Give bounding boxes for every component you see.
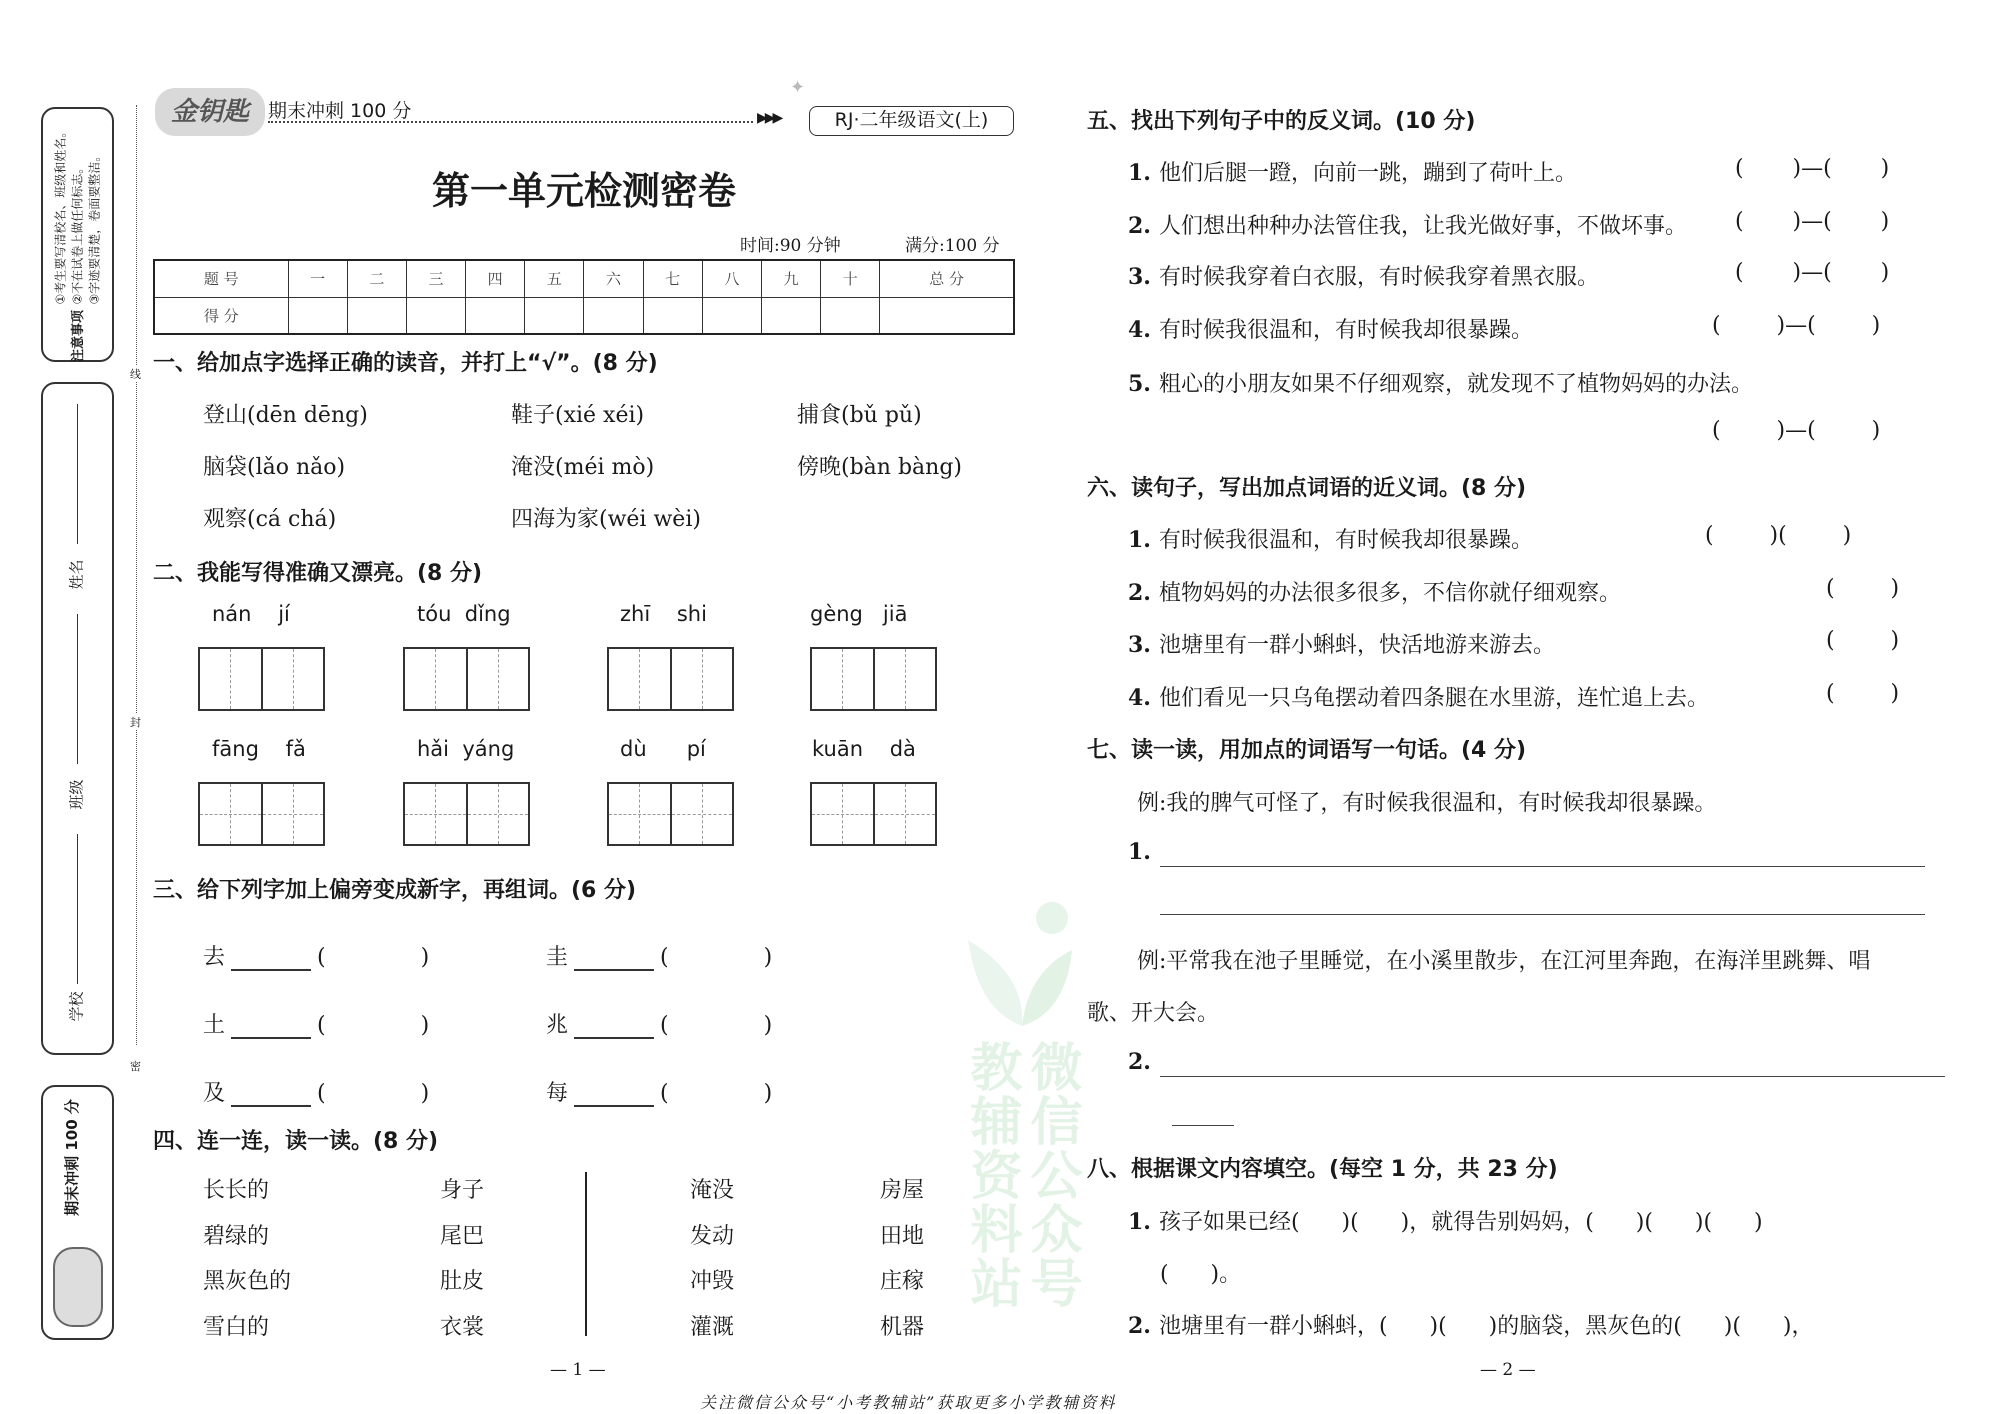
item-number: 1. (1128, 1209, 1151, 1235)
match-right[interactable]: 田地 (880, 1223, 925, 1249)
match-left[interactable]: 冲毁 (690, 1269, 735, 1294)
item-number: 2. (1128, 1049, 1151, 1075)
section-8-title: 八、根据课文内容填空。(每空 1 分，共 23 分) (1087, 1157, 1558, 1182)
pinyin: hǎi yáng (417, 737, 515, 761)
antonym-blanks[interactable]: ( )—( ) (1735, 209, 1890, 234)
watermark-line1: 微信公众号 (1021, 1040, 1081, 1310)
s1-item[interactable]: 脑袋(lǎo nǎo) (203, 455, 346, 480)
match-left[interactable]: 发动 (690, 1223, 735, 1249)
field-name-label: 姓名 (67, 559, 86, 590)
match-left[interactable]: 碧绿的 (203, 1223, 270, 1249)
footer-note: 关注微信公众号“小考教辅站”获取更多小学教辅资料 (700, 1393, 1117, 1412)
antonym-blanks[interactable]: ( )—( ) (1735, 156, 1890, 181)
cell: 一 (288, 260, 347, 297)
score-cell[interactable] (643, 297, 702, 334)
writing-grid[interactable] (607, 782, 734, 846)
section-5-title: 五、找出下列句子中的反义词。(10 分) (1087, 109, 1476, 134)
match-left[interactable]: 雪白的 (203, 1314, 270, 1340)
brand-box-text: 期末冲刺 100 分 (62, 1099, 81, 1216)
sparkle-icon: ✦ (790, 77, 806, 98)
synonym-blanks[interactable]: ( )( ) (1705, 523, 1852, 548)
match-right[interactable]: 尾巴 (440, 1223, 485, 1249)
s1-item[interactable]: 四海为家(wéi wèi) (511, 507, 701, 532)
writing-grid[interactable] (607, 647, 734, 711)
answer-line[interactable] (1160, 914, 1925, 915)
base-char: 去 (203, 945, 226, 970)
item-number: 3. (1128, 632, 1151, 658)
cut-mark: 封 (130, 716, 141, 729)
score-cell[interactable] (584, 297, 643, 334)
base-char: 兆 (546, 1013, 569, 1038)
s5-sentence: 有时候我穿着白衣服，有时候我穿着黑衣服。 (1158, 265, 1599, 290)
match-left[interactable]: 淹没 (690, 1178, 735, 1203)
section-6-title: 六、读句子，写出加点词语的近义词。(8 分) (1087, 476, 1527, 501)
answer-line[interactable] (1172, 1125, 1234, 1126)
s5-sentence: 粗心的小朋友如果不仔细观察，就发现不了植物妈妈的办法。 (1158, 372, 1753, 397)
school-line[interactable] (77, 834, 78, 984)
brand-box (41, 1085, 114, 1340)
brand-logo: 金钥匙 (155, 88, 265, 136)
score-cell[interactable] (702, 297, 761, 334)
field-class-label: 班级 (67, 779, 86, 810)
s6-sentence: 植物妈妈的办法很多很多，不信你就仔细观察。 (1158, 581, 1621, 606)
cell: 六 (584, 260, 643, 297)
notice-item: ③字迹要清楚，卷面要整洁。 (87, 149, 102, 305)
class-line[interactable] (77, 614, 78, 764)
cell: 总 分 (880, 260, 1014, 297)
match-right[interactable]: 肚皮 (440, 1269, 485, 1294)
writing-grid[interactable] (810, 647, 937, 711)
series-label: 期末冲刺 100 分 (268, 100, 412, 122)
page-number-1: — 1 — (550, 1360, 606, 1380)
base-char: 及 (203, 1081, 226, 1106)
section-2-title: 二、我能写得准确又漂亮。(8 分) (153, 561, 483, 586)
pinyin: fāng fǎ (212, 737, 306, 761)
cut-mark: 线 (130, 368, 141, 381)
base-char: 土 (203, 1013, 226, 1038)
page-number-2: — 2 — (1480, 1360, 1536, 1380)
answer-blank[interactable] (231, 949, 311, 971)
name-line[interactable] (77, 404, 78, 544)
pinyin: zhī shi (620, 602, 707, 626)
s5-sentence: 他们后腿一蹬，向前一跳，蹦到了荷叶上。 (1158, 161, 1577, 186)
score-table-header (154, 260, 1014, 297)
student-info-box (41, 382, 114, 1055)
antonym-blanks[interactable]: ( )—( ) (1735, 260, 1890, 285)
section-4-title: 四、连一连，读一读。(8 分) (153, 1129, 439, 1154)
cell: 七 (643, 260, 702, 297)
pinyin: dù pí (620, 737, 706, 761)
arrows-icon: ▶▶▶ (757, 110, 781, 126)
item-number: 2. (1128, 1313, 1151, 1339)
base-char: 圭 (546, 945, 569, 970)
exam-full-score: 满分:100 分 (905, 236, 1000, 256)
notice-item: ①考生要写清校名、班级和姓名。 (53, 125, 68, 305)
answer-blank[interactable] (574, 949, 654, 971)
cell: 题 号 (154, 260, 288, 297)
writing-grid[interactable] (810, 782, 937, 846)
pinyin: nán jí (212, 602, 290, 626)
fill-sentence-cont[interactable]: ( )。 (1160, 1262, 1242, 1287)
s1-item[interactable]: 观察(cá chá) (203, 507, 337, 532)
example-1: 例:我的脾气可怪了，有时候我很温和，有时候我却很暴躁。 (1137, 791, 1717, 816)
edition-badge: RJ·二年级语文(上) (809, 106, 1014, 136)
score-cell[interactable] (347, 297, 406, 334)
header-dotted-line (268, 121, 753, 123)
answer-blank[interactable] (231, 1017, 311, 1039)
score-cell[interactable] (406, 297, 465, 334)
fill-sentence[interactable]: 孩子如果已经( )( )，就得告别妈妈，( )( )( ) (1158, 1210, 1763, 1235)
cut-line (136, 105, 137, 1045)
section-7-title: 七、读一读，用加点的词语写一句话。(4 分) (1087, 738, 1527, 763)
score-table-row (154, 297, 1014, 334)
notice-title: 注意事项 (71, 309, 86, 362)
writing-grid[interactable] (198, 782, 325, 846)
s1-item[interactable]: 鞋子(xié xéi) (511, 403, 645, 428)
answer-blank[interactable] (231, 1085, 311, 1107)
cell: 五 (525, 260, 584, 297)
cell: 四 (466, 260, 525, 297)
base-char: 每 (546, 1081, 569, 1106)
s1-item[interactable]: 登山(dēn dēng) (203, 403, 368, 428)
match-right[interactable]: 衣裳 (440, 1314, 485, 1340)
watermark-line2: 教辅资料站 (961, 1040, 1021, 1310)
s6-sentence: 他们看见一只乌龟摆动着四条腿在水里游，连忙追上去。 (1158, 686, 1709, 711)
s1-item[interactable]: 捕食(bǔ pǔ) (797, 403, 922, 428)
match-left[interactable]: 长长的 (203, 1178, 270, 1203)
synonym-blank[interactable]: ( ) (1826, 576, 1900, 601)
score-cell[interactable] (821, 297, 880, 334)
cell: 二 (347, 260, 406, 297)
s1-item[interactable]: 傍晚(bàn bàng) (797, 455, 962, 480)
s5-sentence: 人们想出种种办法管住我，让我光做好事，不做坏事。 (1158, 214, 1687, 239)
cut-mark: 密 (130, 1060, 141, 1073)
s6-sentence: 池塘里有一群小蝌蚪，快活地游来游去。 (1158, 633, 1555, 658)
match-right[interactable]: 庄稼 (880, 1269, 925, 1294)
leaf-logo-icon (960, 900, 1080, 1030)
item-number: 1. (1128, 839, 1151, 865)
answer-line[interactable] (1160, 866, 1925, 867)
item-number: 5. (1128, 371, 1151, 397)
match-right[interactable]: 房屋 (880, 1178, 925, 1203)
synonym-blank[interactable]: ( ) (1826, 628, 1900, 653)
score-cell[interactable] (525, 297, 584, 334)
item-number: 2. (1128, 580, 1151, 606)
score-cell[interactable] (761, 297, 820, 334)
divider (585, 1172, 587, 1336)
notice-box (41, 107, 114, 362)
cell: 三 (406, 260, 465, 297)
item-number: 2. (1128, 213, 1151, 239)
score-table (153, 259, 1015, 335)
cell: 十 (821, 260, 880, 297)
item-number: 4. (1128, 685, 1151, 711)
writing-grid[interactable] (198, 647, 325, 711)
notice-item: ②不在试卷上做任何标志。 (70, 161, 85, 305)
score-cell[interactable] (466, 297, 525, 334)
match-right[interactable]: 机器 (880, 1314, 925, 1340)
item-number: 1. (1128, 160, 1151, 186)
fill-sentence[interactable]: 池塘里有一群小蝌蚪，( )( )的脑袋，黑灰色的( )( )， (1158, 1314, 1814, 1339)
item-number: 4. (1128, 317, 1151, 343)
example-2: 例:平常我在池子里睡觉，在小溪里散步，在江河里奔跑，在海洋里跳舞、唱 (1137, 949, 1871, 974)
pinyin: gèng jiā (810, 602, 908, 626)
exam-time: 时间:90 分钟 (740, 236, 841, 256)
answer-line[interactable] (1160, 1076, 1945, 1077)
antonym-blanks[interactable]: ( )—( ) (1712, 313, 1881, 338)
item-number: 3. (1128, 264, 1151, 290)
synonym-blank[interactable]: ( ) (1826, 681, 1900, 706)
s5-sentence: 有时候我很温和，有时候我却很暴躁。 (1158, 318, 1533, 343)
brand-logo-icon (53, 1247, 103, 1327)
match-left[interactable]: 黑灰色的 (203, 1269, 292, 1294)
writing-grid[interactable] (403, 782, 530, 846)
section-1-title: 一、给加点字选择正确的读音，并打上“√”。(8 分) (153, 351, 658, 376)
antonym-blanks[interactable]: ( )—( ) (1712, 418, 1881, 443)
pinyin: tóu dǐng (417, 602, 511, 626)
cell: 得 分 (154, 297, 288, 334)
s6-sentence: 有时候我很温和，有时候我却很暴躁。 (1158, 528, 1533, 553)
answer-blank[interactable] (574, 1017, 654, 1039)
match-left[interactable]: 灌溉 (690, 1314, 735, 1340)
page-title: 第一单元检测密卷 (431, 168, 736, 213)
section-3-title: 三、给下列字加上偏旁变成新字，再组词。(6 分) (153, 878, 637, 903)
writing-grid[interactable] (403, 647, 530, 711)
cell: 八 (702, 260, 761, 297)
field-school-label: 学校 (67, 991, 86, 1022)
score-cell[interactable] (880, 297, 1014, 334)
s1-item[interactable]: 淹没(méi mò) (511, 455, 655, 480)
cell: 九 (761, 260, 820, 297)
pinyin: kuān dà (812, 737, 916, 761)
score-cell[interactable] (288, 297, 347, 334)
example-2-cont: 歌、开大会。 (1087, 1001, 1220, 1026)
item-number: 1. (1128, 527, 1151, 553)
answer-blank[interactable] (574, 1085, 654, 1107)
match-right[interactable]: 身子 (440, 1178, 485, 1203)
